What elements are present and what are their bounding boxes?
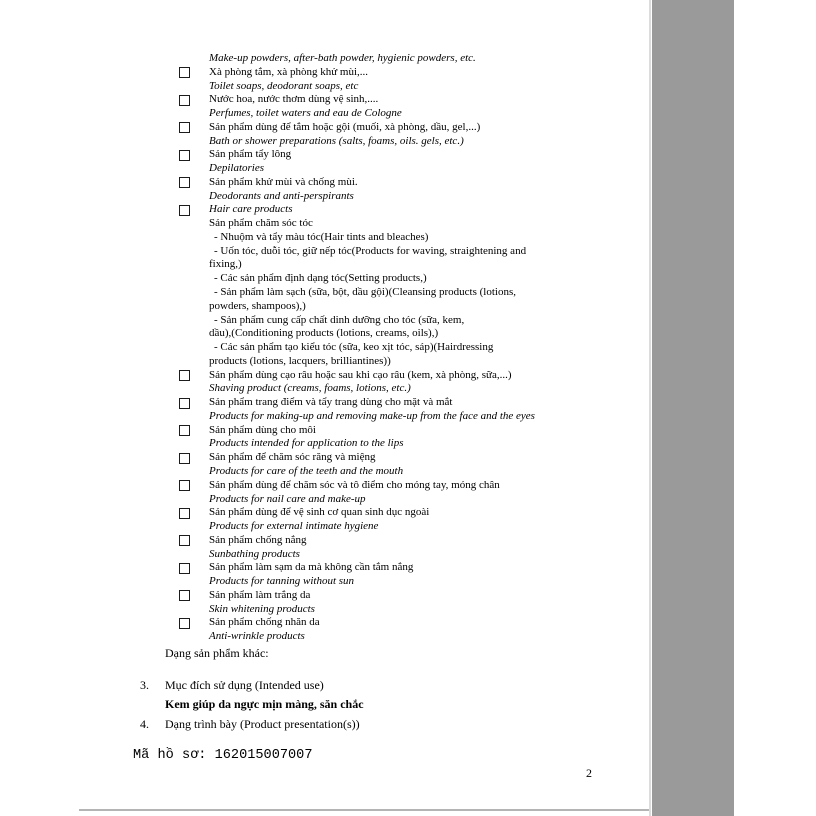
checklist-line <box>0 341 650 355</box>
checklist-line <box>0 217 650 231</box>
gray-side-band <box>652 0 734 816</box>
checklist-line <box>0 80 650 94</box>
checklist-text-en: Sunbathing products <box>209 547 300 560</box>
checklist-text-vi: - Sản phẩm cung cấp chất dinh dưỡng cho tóc (sữa, kem, <box>214 313 465 326</box>
checklist-text-vi: Sản phẩm chống nhăn da <box>209 616 320 629</box>
checkbox-unchecked[interactable] <box>179 590 190 601</box>
checklist-line <box>0 355 650 369</box>
checklist-text-vi: products (lotions, lacquers, brilliantines)) <box>209 354 391 367</box>
checklist-text-vi: powders, shampoos),) <box>209 299 306 312</box>
checklist-text-en: Anti-wrinkle products <box>209 630 305 643</box>
checkbox-unchecked[interactable] <box>179 205 190 216</box>
checklist-text-en: Deodorants and anti-perspirants <box>209 189 354 202</box>
checklist-text-vi: Sản phẩm dùng cho môi <box>209 423 316 436</box>
checklist-text-vi: Sản phẩm chống nắng <box>209 533 307 546</box>
checklist-line <box>0 135 650 149</box>
checklist-line <box>0 382 650 396</box>
section-4-number: 4. <box>140 717 149 731</box>
checklist-text-en: Skin whitening products <box>209 602 315 615</box>
checklist-line <box>0 121 650 135</box>
checklist-text-vi: Sản phẩm khử mùi và chống mùi. <box>209 175 358 188</box>
other-product-type-label: Dạng sản phẩm khác: <box>165 646 269 660</box>
checklist-line <box>0 561 650 575</box>
checklist-line <box>0 231 650 245</box>
checklist-text-en: Products for nail care and make-up <box>209 492 366 505</box>
section-3-number: 3. <box>140 678 149 692</box>
checklist-text-vi: Nước hoa, nước thơm dùng vệ sinh,.... <box>209 93 379 106</box>
checklist-line <box>0 203 650 217</box>
checklist-line <box>0 369 650 383</box>
checklist-line <box>0 506 650 520</box>
checklist-text-en: Hair care products <box>209 203 293 216</box>
page-bottom-edge-line <box>79 809 650 811</box>
checkbox-unchecked[interactable] <box>179 95 190 106</box>
checklist-text-vi: Sản phẩm dùng cạo râu hoặc sau khi cạo râu (kem, xà phòng, sữa,...) <box>209 368 512 381</box>
checklist-text-vi: - Nhuộm và tẩy màu tóc(Hair tints and bleaches) <box>214 230 429 243</box>
checklist-text-vi: - Uốn tóc, duỗi tóc, giữ nếp tóc(Products for waving, straightening and <box>214 244 527 257</box>
checklist-line <box>0 396 650 410</box>
checklist-line <box>0 258 650 272</box>
gray-band-edge-line <box>649 0 651 816</box>
checklist-line <box>0 451 650 465</box>
checklist-line <box>0 300 650 314</box>
checklist-line <box>0 327 650 341</box>
checklist-text-vi: Sản phẩm làm trắng da <box>209 588 311 601</box>
checklist-text-vi: Sản phẩm để chăm sóc răng và miệng <box>209 451 376 464</box>
checklist-line <box>0 272 650 286</box>
checklist-text-en: Products for tanning without sun <box>209 575 355 588</box>
checkbox-unchecked[interactable] <box>179 177 190 188</box>
checklist-text-en: Products for making-up and removing make-up from the face and the eyes <box>209 409 535 422</box>
checklist-line <box>0 465 650 479</box>
checklist-text-en: Products for care of the teeth and the mouth <box>209 464 404 477</box>
checklist-line <box>0 479 650 493</box>
checklist-text-vi: fixing,) <box>209 258 242 271</box>
checkbox-unchecked[interactable] <box>179 453 190 464</box>
checklist-line <box>0 630 650 644</box>
checkbox-unchecked[interactable] <box>179 67 190 78</box>
checkbox-unchecked[interactable] <box>179 618 190 629</box>
checklist-text-en: Bath or shower preparations (salts, foams, oils. gels, etc.) <box>209 134 464 147</box>
dossier-code-value: 162015007007 <box>214 748 313 763</box>
checklist-line <box>0 93 650 107</box>
checklist-text-vi: - Các sản phẩm tạo kiểu tóc (sữa, keo xịt tóc, sáp)(Hairdressing <box>214 341 494 354</box>
checklist-text-en: Products intended for application to the lips <box>209 437 404 450</box>
checklist-text-en: Products for external intimate hygiene <box>209 520 379 533</box>
checklist-line <box>0 286 650 300</box>
checklist-line <box>0 603 650 617</box>
checklist-line <box>0 107 650 121</box>
checklist-text-vi: Sản phẩm làm sạm da mà không cần tắm nắng <box>209 561 414 574</box>
checklist-line <box>0 534 650 548</box>
checkbox-unchecked[interactable] <box>179 150 190 161</box>
checklist-line <box>0 314 650 328</box>
checklist-line <box>0 589 650 603</box>
checklist-text-en: Shaving product (creams, foams, lotions, etc.) <box>209 382 411 395</box>
checklist-line <box>0 66 650 80</box>
checklist-text-vi: Sản phẩm dùng để chăm sóc và tô điểm cho móng tay, móng chân <box>209 478 500 491</box>
checklist-text-vi: - Sản phẩm làm sạch (sữa, bột, dầu gội)(Cleansing products (lotions, <box>214 286 516 299</box>
checklist-line <box>0 493 650 507</box>
checklist-line <box>0 424 650 438</box>
checklist-text-vi: Sản phẩm dùng để vệ sinh cơ quan sinh dục ngoài <box>209 506 430 519</box>
checklist-text-en: Perfumes, toilet waters and eau de Cologne <box>209 107 402 120</box>
intended-use-value: Kem giúp da ngực mịn màng, săn chắc <box>165 697 364 711</box>
checklist-text-vi: Xà phòng tắm, xà phòng khử mùi,... <box>209 65 369 78</box>
checklist-line <box>0 52 650 66</box>
checklist-text-vi: Sản phẩm dùng để tắm hoặc gội (muối, xà phòng, dầu, gel,...) <box>209 120 481 133</box>
checklist-line <box>0 245 650 259</box>
dossier-code-label: Mã hồ sơ: <box>133 748 207 763</box>
checklist-text-vi: dầu),(Conditioning products (lotions, creams, oils),) <box>209 327 439 340</box>
checkbox-unchecked[interactable] <box>179 508 190 519</box>
checklist-line <box>0 176 650 190</box>
checklist-line <box>0 148 650 162</box>
checkbox-unchecked[interactable] <box>179 563 190 574</box>
checklist-text-en: Depilatories <box>209 162 264 175</box>
page-number: 2 <box>586 766 592 780</box>
checklist-line <box>0 162 650 176</box>
checklist-line <box>0 575 650 589</box>
checkbox-unchecked[interactable] <box>179 535 190 546</box>
checklist-text-en: Make-up powders, after-bath powder, hygienic powders, etc. <box>209 52 476 64</box>
checklist-line <box>0 437 650 451</box>
section-4-title: Dạng trình bày (Product presentation(s)) <box>165 717 360 731</box>
dossier-code-line <box>133 749 313 763</box>
checklist-line <box>0 190 650 204</box>
checkbox-unchecked[interactable] <box>179 425 190 436</box>
checklist-text-en: Toilet soaps, deodorant soaps, etc <box>209 79 359 92</box>
product-type-checklist <box>0 52 650 644</box>
checklist-text-vi: Sản phẩm tẩy lông <box>209 148 292 161</box>
checklist-text-vi: Sản phẩm chăm sóc tóc <box>209 217 313 230</box>
checkbox-unchecked[interactable] <box>179 480 190 491</box>
checklist-text-vi: - Các sản phẩm định dạng tóc(Setting products,) <box>214 272 427 285</box>
checklist-line <box>0 616 650 630</box>
checklist-line <box>0 548 650 562</box>
checklist-line <box>0 520 650 534</box>
checklist-line <box>0 410 650 424</box>
checkbox-unchecked[interactable] <box>179 370 190 381</box>
section-3-title: Mục đích sử dụng (Intended use) <box>165 678 324 692</box>
checklist-text-vi: Sản phẩm trang điểm và tẩy trang dùng cho mặt và mắt <box>209 396 453 409</box>
checkbox-unchecked[interactable] <box>179 122 190 133</box>
checkbox-unchecked[interactable] <box>179 398 190 409</box>
